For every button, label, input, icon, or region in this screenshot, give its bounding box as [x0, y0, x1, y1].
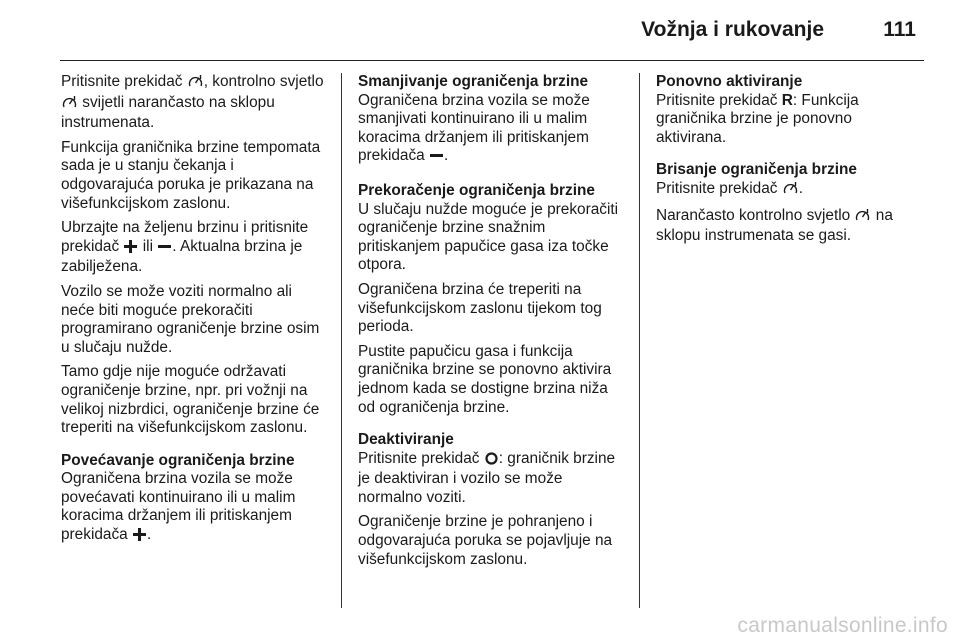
- paragraph: Pritisnite prekidač R: Funkcija graničnika brzine je ponovno aktivirana.: [656, 91, 859, 146]
- speedometer-limiter-icon: [188, 74, 203, 94]
- paragraph: Pritisnite prekidač .: [656, 180, 924, 201]
- paragraph: Ograničenje brzine je pohranjeno i odgovarajuća poruka se pojavljuje na višefunkcijskom zaslonu.: [358, 513, 613, 568]
- circle-o-icon: [485, 452, 498, 471]
- section-heading: Deaktiviranje: [358, 431, 454, 449]
- column-divider: [341, 73, 342, 608]
- paragraph: Tamo gdje nije moguće održavati ograničenje brzine, npr. pri vožnji na velikoj nizbrdici, ograničenje brzine će treperiti na višefunkcijskom zaslonu.: [61, 363, 320, 437]
- paragraph: Ograničena brzina vozila se može smanjivati kontinuirano ili u malim koracima držanjem ili pritiskanjem prekidača .: [358, 92, 626, 168]
- page-number: 111: [883, 18, 916, 41]
- paragraph: Pritisnite prekidač , kontrolno svjetlo svijetli narančasto na sklopu instrumenata.: [61, 73, 324, 132]
- speedometer-limiter-icon: [783, 181, 798, 201]
- text-column-1: [61, 73, 329, 553]
- section-heading: Prekoračenje ograničenja brzine: [358, 181, 595, 199]
- letter-r-icon: R: [781, 91, 793, 109]
- section-heading: Smanjivanje ograničenja brzine: [358, 73, 589, 90]
- speedometer-limiter-icon: [62, 95, 77, 115]
- paragraph: Pustite papučicu gasa i funkcija graničnika brzine se ponovno aktivira jednom kada se dostigne brzina niža od ograničenja brzine.: [358, 342, 612, 416]
- paragraph: Funkcija graničnika brzine tempomata sada je u stanju čekanja i odgovarajuća poruka je prikazana na višefunkcijskom zaslonu.: [61, 138, 321, 212]
- paragraph: Ubrzajte na željenu brzinu i pritisnite prekidač ili . Aktualna brzina je zabilježena.: [61, 219, 309, 276]
- plus-icon: [133, 528, 146, 547]
- page-title: Vožnja i rukovanje: [641, 18, 824, 41]
- page-header: [60, 0, 924, 61]
- paragraph: Ograničena brzina će treperiti na višefunkcijskom zaslonu tijekom tog perioda.: [358, 280, 602, 336]
- watermark: carmanualsonline.info: [737, 614, 948, 637]
- paragraph: Ograničena brzina vozila se može povećavati kontinuirano ili u malim koracima držanjem ili pritiskanjem prekidača .: [61, 470, 329, 546]
- plus-icon: [124, 240, 137, 259]
- section-heading: Ponovno aktiviranje: [656, 73, 803, 90]
- paragraph: Narančasto kontrolno svjetlo na sklopu instrumenata se gasi.: [656, 206, 893, 245]
- text-column-2: [358, 73, 626, 575]
- section-heading: Brisanje ograničenja brzine: [656, 161, 857, 179]
- paragraph: Vozilo se može voziti normalno ali neće biti moguće prekoračiti programirano ograničenje brzine osim u slučaju nužde.: [61, 282, 320, 356]
- paragraph: U slučaju nužde moguće je prekoračiti ograničenje brzine snažnim pritiskanjem papučice gasa iza točke otpora.: [358, 200, 619, 274]
- section-heading: Povećavanje ograničenja brzine: [61, 451, 295, 469]
- column-divider: [639, 73, 640, 608]
- paragraph: Pritisnite prekidač : graničnik brzine je deaktiviran i vozilo se može normalno voziti.: [358, 449, 616, 506]
- minus-icon: [430, 149, 443, 168]
- speedometer-limiter-icon: [855, 208, 870, 228]
- minus-icon: [158, 240, 171, 259]
- text-column-3: [656, 73, 924, 252]
